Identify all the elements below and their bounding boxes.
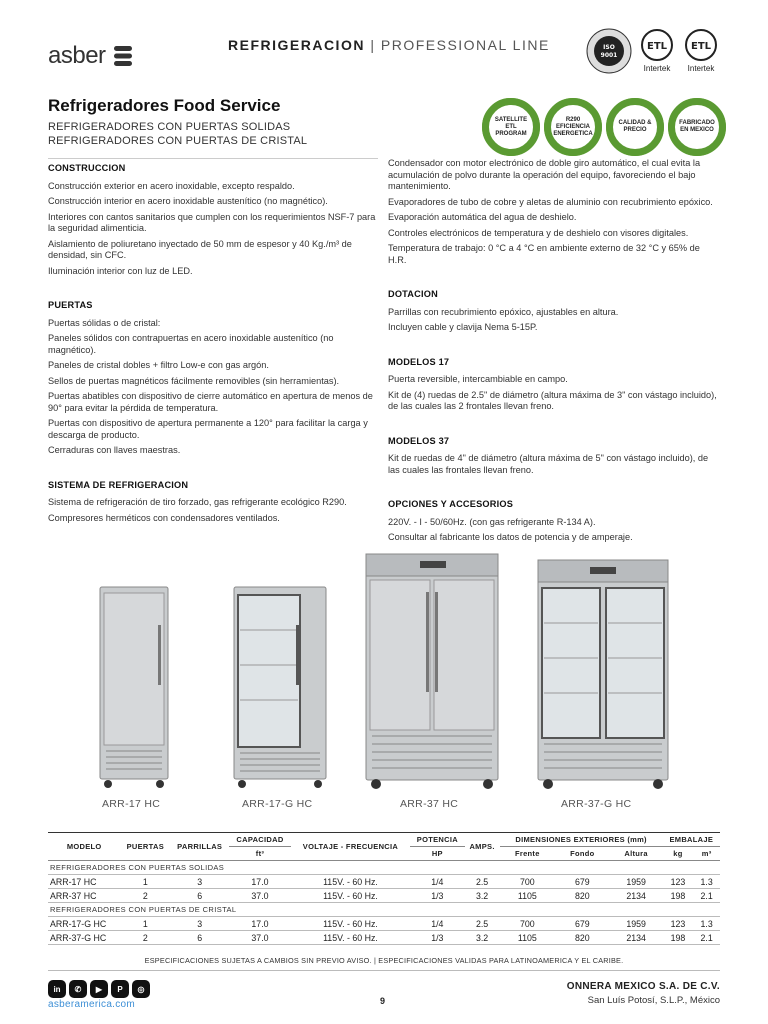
table-cell: 1 (120, 875, 170, 889)
spec-text: Temperatura de trabajo: 0 °C a 4 °C en ambiente externo de 32 °C y 65% de H.R. (388, 243, 700, 265)
intertek-label-1: Intertek (643, 64, 671, 73)
subtitle-solid: REFRIGERADORES CON PUERTAS SOLIDAS (48, 121, 291, 133)
table-cell: 123 (663, 917, 694, 931)
th-puertas: PUERTAS (120, 833, 170, 861)
feature-badges (482, 98, 726, 156)
table-cell: 700 (500, 875, 555, 889)
table-group-row (48, 861, 720, 875)
table-row (48, 875, 720, 889)
etl-listed-icon (640, 28, 674, 62)
table-cell: 6 (170, 889, 229, 903)
section-title-sistema: SISTEMA DE REFRIGERACION (48, 479, 189, 490)
svg-text:9001: 9001 (600, 52, 618, 59)
th-amps: AMPS. (465, 833, 500, 861)
table-cell: 115V. - 60 Hz. (291, 875, 410, 889)
company-name: ONNERA MEXICO S.A. DE C.V. (566, 981, 720, 992)
intertek-label-2: Intertek (687, 64, 715, 73)
section-title-construccion: CONSTRUCCION (48, 163, 126, 173)
spec-text: Cerraduras con llaves maestras. (48, 445, 181, 455)
spec-text: Evaporación automática del agua de deshielo. (388, 212, 577, 222)
fridge-arr-17-image (98, 585, 170, 790)
spec-text: Controles electrónicos de temperatura y de deshielo con visores digitales. (388, 227, 689, 238)
th-frente: Frente (500, 847, 555, 861)
caption-arr-37: ARR-37 HC (400, 798, 459, 810)
table-cell: 2.1 (693, 889, 720, 903)
satellite-etl-badge: SATELLITE ETL PROGRAM (482, 98, 540, 156)
spec-text: Paneles sólidos con contrapuertas en acero inoxidable austenítico (no magnético). (48, 333, 334, 355)
social-links (48, 980, 150, 998)
header-title-bold: REFRIGERACION (228, 37, 365, 53)
fridge-arr-37-g-image (536, 558, 670, 790)
spec-text: Condensador con motor electrónico de doble giro automático, el cual evita la acumulación de polvo durante la operación del equipo, favoreciendo el bajo mantenimiento. (388, 158, 701, 191)
logo-text: asber (48, 42, 106, 69)
spec-text: Puertas sólidas o de cristal: (48, 317, 161, 328)
table-cell: 3.2 (465, 889, 500, 903)
company-city: San Luís Potosí, S.L.P., México (587, 995, 720, 1006)
spec-text: Construcción exterior en acero inoxidable, excepto respaldo. (48, 180, 295, 191)
brand-logo (48, 42, 134, 70)
th-parrillas: PARRILLAS (170, 833, 229, 861)
table-cell: 198 (663, 931, 694, 945)
th-fondo: Fondo (555, 847, 610, 861)
th-embalaje: EMBALAJE (663, 833, 720, 847)
spec-text: Sellos de puertas magnéticos fácilmente removibles (sin herramientas). (48, 375, 340, 386)
spec-text: Paneles de cristal dobles + filtro Low-e con gas argón. (48, 360, 269, 370)
table-cell: 17.0 (229, 917, 291, 931)
caption-arr-37-g: ARR-37-G HC (561, 798, 632, 810)
table-group-label: REFRIGERADORES CON PUERTAS DE CRISTAL (48, 903, 720, 917)
svg-text:ETL: ETL (690, 41, 712, 52)
section-title-modelos17: MODELOS 17 (388, 356, 450, 367)
linkedin-icon[interactable]: in (48, 980, 66, 998)
fridge-arr-37-image (364, 552, 500, 790)
table-cell: 700 (500, 917, 555, 931)
table-cell: 198 (663, 889, 694, 903)
iso-seal-icon (586, 28, 632, 74)
table-cell: 1/4 (410, 875, 464, 889)
table-cell: 820 (555, 931, 610, 945)
title-block (48, 96, 307, 148)
spec-text: Kit de (4) ruedas de 2.5" de diámetro (altura máxima de 3" con vástago incluido), de las cuales las 2 frontales llevan freno. (388, 389, 717, 411)
table-group-row (48, 903, 720, 917)
page-number: 9 (380, 996, 386, 1006)
spec-text: Compresores herméticos con condensadores ventilados. (48, 512, 280, 523)
etl-listed-us-icon (682, 28, 720, 62)
th-m3: m³ (693, 847, 720, 861)
specs-right-column (388, 158, 718, 548)
table-cell: 1959 (610, 917, 663, 931)
spec-table (48, 832, 720, 945)
table-cell: 2.1 (693, 931, 720, 945)
calidad-precio-badge: CALIDAD & PRECIO (606, 98, 664, 156)
company-info (567, 981, 720, 1006)
th-voltaje: VOLTAJE - FRECUENCIA (291, 833, 410, 861)
table-cell: 679 (555, 917, 610, 931)
etl-listed-cert (640, 28, 674, 73)
table-cell: 2 (120, 889, 170, 903)
spec-text: Iluminación interior con luz de LED. (48, 265, 193, 276)
whatsapp-icon[interactable]: ✆ (69, 980, 87, 998)
table-cell: 37.0 (229, 889, 291, 903)
table-cell: 1959 (610, 875, 663, 889)
table-cell: 1.3 (693, 875, 720, 889)
table-cell: 3 (170, 917, 229, 931)
header-separator: | (364, 37, 381, 53)
spec-text: Puertas abatibles con dispositivo de cierre automático en apertura de menos de 90° para evitar la pérdida de temperatura. (48, 391, 373, 413)
table-cell: ARR-37-G HC (48, 931, 120, 945)
table-cell: 115V. - 60 Hz. (291, 889, 410, 903)
section-title-opciones: OPCIONES Y ACCESORIOS (388, 499, 514, 509)
table-cell: 1 (120, 917, 170, 931)
spec-text: Interiores con cantos sanitarios que cumplen con los requerimientos NSF-7 para la seguridad alimenticia. (48, 211, 376, 233)
table-cell: 1/3 (410, 931, 464, 945)
spec-text: Puerta reversible, intercambiable en campo. (388, 374, 568, 384)
spec-text: Puertas con dispositivo de apertura permanente a 120° para facilitar la carga y descarga de producto. (48, 418, 368, 440)
logo-mark-icon (114, 45, 134, 67)
table-cell: 2.5 (465, 917, 500, 931)
spec-text: Consultar al fabricante los datos de potencia y de amperaje. (388, 532, 633, 542)
iso-9001-seal (586, 28, 632, 76)
table-row (48, 917, 720, 931)
certifications (586, 28, 720, 76)
svg-text:ISO: ISO (603, 44, 615, 51)
table-cell: 2 (120, 931, 170, 945)
table-cell: 2134 (610, 889, 663, 903)
specs-left-column (48, 158, 378, 528)
header-title-light: PROFESSIONAL LINE (380, 37, 550, 53)
r290-badge: R290 EFICIENCIA ENERGETICA (544, 98, 602, 156)
table-cell: 37.0 (229, 931, 291, 945)
table-cell: 3 (170, 875, 229, 889)
table-cell: ARR-37 HC (48, 889, 120, 903)
footer-divider (48, 970, 720, 971)
spec-text: Incluyen cable y clavija Nema 5-15P. (388, 322, 538, 332)
th-dimensiones: DIMENSIONES EXTERIORES (mm) (500, 833, 663, 847)
fridge-arr-17-g-image (232, 585, 328, 790)
th-modelo: MODELO (48, 833, 120, 861)
product-images (48, 552, 720, 820)
spec-text: Evaporadores de tubo de cobre y aletas de aluminio con recubrimiento epóxico. (388, 196, 713, 207)
table-row (48, 889, 720, 903)
pinterest-icon[interactable]: P (111, 980, 129, 998)
th-capacidad: CAPACIDAD (229, 833, 291, 847)
table-cell: 2.5 (465, 875, 500, 889)
table-cell: 1/4 (410, 917, 464, 931)
table-row (48, 931, 720, 945)
page-title: Refrigeradores Food Service (48, 96, 281, 115)
table-cell: ARR-17-G HC (48, 917, 120, 931)
spec-text: Parrillas con recubrimiento epóxico, ajustables en altura. (388, 306, 619, 317)
th-altura: Altura (610, 847, 663, 861)
etl-listed-us-cert (682, 28, 720, 73)
th-potencia-unit: HP (410, 847, 464, 861)
section-title-dotacion: DOTACION (388, 289, 438, 299)
spec-text: Kit de ruedas de 4" de diámetro (altura máxima de 5" con vástago incluido), de las cuales las frontales llevan freno. (388, 453, 709, 475)
table-cell: 115V. - 60 Hz. (291, 917, 410, 931)
table-cell: 1/3 (410, 889, 464, 903)
table-group-label: REFRIGERADORES CON PUERTAS SOLIDAS (48, 861, 720, 875)
section-title-puertas: PUERTAS (48, 300, 93, 310)
table-cell: 679 (555, 875, 610, 889)
table-cell: 1105 (500, 931, 555, 945)
table-cell: 1105 (500, 889, 555, 903)
table-cell: 17.0 (229, 875, 291, 889)
table-cell: 1.3 (693, 917, 720, 931)
website-link[interactable]: asberamerica.com (48, 999, 136, 1010)
th-kg: kg (663, 847, 694, 861)
spec-text: Construcción interior en acero inoxidable austenítico (no magnético). (48, 196, 328, 206)
youtube-icon[interactable]: ▶ (90, 980, 108, 998)
spec-text: Aislamiento de poliuretano inyectado de 50 mm de espesor y 40 Kg./m³ de densidad, sin CFC. (48, 238, 352, 260)
th-potencia: POTENCIA (410, 833, 464, 847)
subtitle-glass: REFRIGERADORES CON PUERTAS DE CRISTAL (48, 135, 308, 147)
section-title-modelos37: MODELOS 37 (388, 435, 450, 446)
table-cell: 2134 (610, 931, 663, 945)
table-cell: 123 (663, 875, 694, 889)
svg-text:ETL: ETL (646, 41, 668, 52)
caption-arr-17: ARR-17 HC (102, 798, 161, 810)
spec-text: 220V. - I - 50/60Hz. (con gas refrigerante R-134 A). (388, 516, 596, 527)
fabricado-mexico-badge: FABRICADO EN MEXICO (668, 98, 726, 156)
instagram-icon[interactable]: ◎ (132, 980, 150, 998)
header-title (228, 37, 550, 53)
caption-arr-17-g: ARR-17-G HC (242, 798, 313, 810)
disclaimer: ESPECIFICACIONES SUJETAS A CAMBIOS SIN PREVIO AVISO. | ESPECIFICACIONES VALIDAS PARA LATINOAMERICA Y EL CARIBE. (144, 956, 624, 965)
th-capacidad-unit: ft³ (229, 847, 291, 861)
spec-text: Sistema de refrigeración de tiro forzado, gas refrigerante ecológico R290. (48, 497, 347, 507)
table-cell: 6 (170, 931, 229, 945)
table-cell: 115V. - 60 Hz. (291, 931, 410, 945)
table-cell: ARR-17 HC (48, 875, 120, 889)
table-cell: 820 (555, 889, 610, 903)
table-cell: 3.2 (465, 931, 500, 945)
